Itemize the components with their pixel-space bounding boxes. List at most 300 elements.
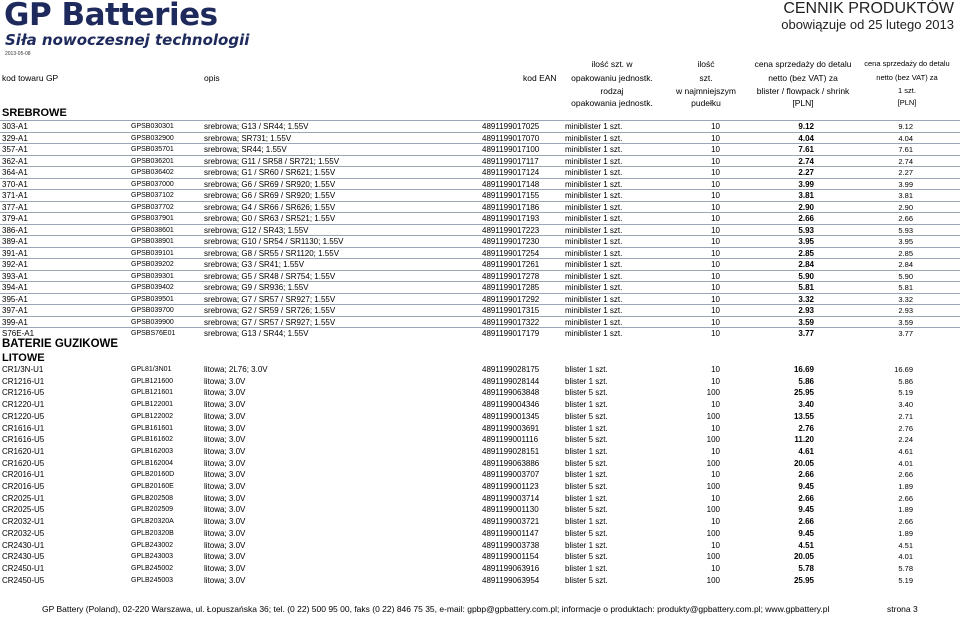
package-price: 2.84	[798, 260, 814, 269]
ean-code: 4891199003738	[482, 540, 540, 550]
package-price: 25.95	[793, 575, 814, 585]
table-row	[0, 458, 960, 469]
col-header-pack-1: ilość szt. w	[591, 59, 633, 69]
table-row	[0, 563, 960, 574]
product-code: CR1616-U1	[2, 423, 45, 433]
table-row	[0, 189, 960, 201]
box-quantity: 100	[706, 552, 720, 562]
package-type: blister 1 szt.	[565, 400, 608, 410]
box-quantity: 10	[711, 517, 720, 527]
gp-code: GPSB038601	[131, 226, 174, 234]
ean-code: 4891199028144	[482, 376, 540, 386]
gp-code: GPSB037901	[131, 215, 174, 222]
table-row	[0, 270, 960, 282]
product-code: CR1620-U1	[2, 446, 45, 456]
col-header-unit-price-1: cena sprzedaży do detalu	[864, 59, 950, 68]
unit-price: 4.01	[898, 458, 913, 468]
unit-price: 5.90	[898, 271, 913, 281]
package-type: blister 5 szt.	[565, 552, 608, 562]
print-date: 2013-05-08	[5, 51, 31, 57]
unit-price: 5.19	[898, 575, 913, 585]
gp-code: GPSB039700	[131, 307, 174, 314]
table-row	[0, 201, 960, 213]
table-row	[0, 423, 960, 434]
description: litowa; 3.0V	[204, 446, 246, 456]
gp-code: GPLB162004	[131, 459, 174, 467]
gp-code: GPLB243002	[131, 541, 174, 549]
table-row	[0, 258, 960, 270]
col-header-price-3: blister / flowpack / shrink	[756, 86, 850, 96]
table-row	[0, 247, 960, 259]
table-row	[0, 166, 960, 178]
gp-code: GPLB20160D	[131, 471, 175, 479]
description: srebrowa; G7 / SR57 / SR927; 1.55V	[204, 317, 336, 327]
package-price: 2.66	[798, 214, 814, 223]
ean-code: 4891199017223	[482, 225, 540, 235]
table-row	[0, 235, 960, 247]
product-code: CR2032-U5	[2, 528, 45, 538]
section-baterie-guzikowe: BATERIE GUZIKOWE	[2, 338, 119, 350]
unit-price: 2.66	[898, 517, 913, 527]
box-quantity: 10	[711, 237, 720, 246]
gp-code: GPLB20320B	[131, 529, 174, 537]
package-type: blister 1 szt.	[565, 365, 608, 374]
package-type: blister 5 szt.	[565, 528, 608, 538]
box-quantity: 10	[711, 400, 720, 410]
ean-code: 4891199017322	[482, 317, 540, 327]
ean-code: 4891199017124	[482, 168, 540, 177]
description: srebrowa; G1 / SR60 / SR621; 1.55V	[204, 168, 336, 177]
table-row	[0, 469, 960, 480]
description: srebrowa; G8 / SR55 / SR1120; 1.55V	[204, 248, 340, 258]
package-price: 5.93	[798, 225, 814, 235]
unit-price: 5.78	[898, 563, 913, 573]
product-code: CR2025-U1	[2, 493, 45, 503]
product-code: CR2450-U5	[2, 575, 45, 585]
product-code: CR2450-U1	[2, 563, 45, 573]
box-quantity: 100	[706, 482, 720, 491]
box-quantity: 100	[706, 435, 720, 445]
table-row	[0, 376, 960, 387]
gp-code: GPSB039301	[131, 272, 174, 280]
package-type: miniblister 1 szt.	[565, 271, 623, 281]
box-quantity: 10	[711, 376, 720, 386]
product-code: S76E-A1	[2, 329, 35, 338]
package-price: 13.55	[793, 411, 814, 421]
package-type: blister 1 szt.	[565, 563, 608, 573]
package-type: miniblister 1 szt.	[565, 202, 623, 212]
ean-code: 4891199017254	[482, 248, 540, 258]
ean-code: 4891199028175	[482, 365, 540, 374]
package-type: miniblister 1 szt.	[565, 248, 623, 258]
gp-code: GPL81/3N01	[131, 366, 172, 373]
description: litowa; 2L76; 3.0V	[204, 365, 268, 374]
gp-code: GPLB121600	[131, 377, 174, 385]
description: litowa; 3.0V	[204, 482, 246, 491]
gp-code: GPSB036402	[131, 169, 174, 176]
package-price: 4.51	[798, 540, 814, 550]
package-price: 2.93	[798, 306, 814, 315]
unit-price: 3.95	[898, 237, 913, 246]
gp-code: GPLB243003	[131, 553, 174, 561]
ean-code: 4891199017117	[482, 156, 539, 166]
gp-code: GPLB162003	[131, 447, 174, 455]
description: srebrowa; G7 / SR57 / SR927; 1.55V	[204, 294, 336, 304]
package-type: blister 5 szt.	[565, 505, 608, 515]
box-quantity: 100	[706, 505, 720, 515]
unit-price: 1.89	[898, 505, 913, 515]
unit-price: 2.74	[898, 156, 913, 166]
col-header-kod: kod towaru GP	[2, 73, 59, 83]
ean-code: 4891199063916	[482, 563, 540, 573]
gp-batteries-logo	[4, 0, 218, 31]
package-price: 5.81	[798, 283, 814, 292]
col-header-unit-price-3: 1 szt.	[898, 86, 916, 95]
product-code: CR2016-U5	[2, 482, 45, 491]
description: litowa; 3.0V	[204, 563, 246, 573]
product-code: 362-A1	[2, 156, 28, 166]
product-code: 303-A1	[2, 122, 28, 131]
ean-code: 4891199017278	[482, 271, 540, 281]
package-type: miniblister 1 szt.	[565, 133, 623, 143]
unit-price: 3.40	[898, 400, 913, 410]
gp-code: GPLB20320A	[131, 518, 174, 526]
product-code: 392-A1	[2, 260, 28, 269]
product-code: CR1/3N-U1	[2, 365, 44, 374]
package-type: blister 1 szt.	[565, 493, 608, 503]
ean-code: 4891199028151	[482, 446, 540, 456]
package-type: miniblister 1 szt.	[565, 168, 623, 177]
package-price: 5.90	[798, 271, 814, 281]
package-price: 7.61	[798, 145, 814, 154]
package-price: 2.27	[798, 168, 814, 177]
ean-code: 4891199001130	[482, 505, 539, 515]
unit-price: 2.66	[898, 214, 913, 223]
ean-code: 4891199017230	[482, 237, 540, 246]
table-row	[0, 399, 960, 410]
description: litowa; 3.0V	[204, 435, 246, 445]
document-title: CENNIK PRODUKTÓW	[783, 0, 954, 17]
col-header-price-1: cena sprzedaży do detalu	[754, 59, 852, 69]
unit-price: 2.66	[898, 493, 913, 503]
package-price: 9.45	[798, 528, 814, 538]
table-row	[0, 364, 960, 375]
section-srebrowe: SREBROWE	[2, 107, 67, 119]
table-row	[0, 446, 960, 457]
unit-price: 9.12	[898, 122, 913, 131]
table-row	[0, 155, 960, 167]
description: srebrowa; G5 / SR48 / SR754; 1.55V	[204, 271, 336, 281]
gp-code: GPSB039101	[131, 249, 174, 257]
table-row	[0, 327, 960, 339]
ean-code: 4891199001147	[482, 528, 539, 538]
unit-price: 4.01	[898, 552, 913, 562]
description: srebrowa; G4 / SR66 / SR626; 1.55V	[204, 202, 336, 212]
package-type: miniblister 1 szt.	[565, 237, 623, 246]
package-type: miniblister 1 szt.	[565, 214, 623, 223]
package-type: miniblister 1 szt.	[565, 283, 623, 292]
gp-code: GPSB032900	[131, 134, 174, 142]
product-code: 357-A1	[2, 145, 28, 154]
package-type: miniblister 1 szt.	[565, 294, 623, 304]
description: srebrowa; G12 / SR43; 1.55V	[204, 225, 309, 235]
gp-code: GPSB037702	[131, 203, 174, 211]
gp-code: GPLB245002	[131, 564, 174, 572]
box-quantity: 10	[711, 179, 720, 189]
gp-code: GPSBS76E01	[131, 330, 176, 337]
ean-code: 4891199017193	[482, 214, 540, 223]
ean-code: 4891199004346	[482, 400, 540, 410]
ean-code: 4891199063954	[482, 575, 540, 585]
product-code: CR1216-U5	[2, 388, 45, 398]
product-code: CR1220-U5	[2, 411, 45, 421]
description: litowa; 3.0V	[204, 540, 246, 550]
table-row	[0, 178, 960, 190]
ean-code: 4891199001154	[482, 552, 539, 562]
ean-code: 4891199017179	[482, 329, 540, 338]
col-header-pack-3: rodzaj	[600, 86, 624, 96]
unit-price: 1.89	[898, 528, 913, 538]
product-code: 386-A1	[2, 225, 28, 235]
box-quantity: 10	[711, 260, 720, 269]
col-header-unit-price-4: [PLN]	[897, 98, 917, 107]
package-price: 4.04	[798, 133, 814, 143]
product-code: 391-A1	[2, 248, 28, 258]
box-quantity: 10	[711, 446, 720, 456]
package-type: miniblister 1 szt.	[565, 329, 623, 338]
table-row	[0, 120, 960, 132]
package-price: 5.86	[798, 376, 814, 386]
unit-price: 3.32	[898, 294, 913, 304]
description: srebrowa; SR44; 1.55V	[204, 145, 287, 154]
box-quantity: 100	[706, 411, 720, 421]
description: srebrowa; G0 / SR63 / SR521; 1.55V	[204, 214, 336, 223]
table-row	[0, 212, 960, 224]
product-code: 397-A1	[2, 306, 28, 315]
col-header-price-2: netto (bez VAT) za	[768, 73, 838, 83]
package-type: miniblister 1 szt.	[565, 122, 623, 131]
package-type: blister 1 szt.	[565, 376, 608, 386]
box-quantity: 10	[711, 365, 720, 374]
box-quantity: 10	[711, 563, 720, 573]
table-row	[0, 540, 960, 551]
product-code: CR1220-U1	[2, 400, 45, 410]
unit-price: 2.66	[898, 470, 913, 480]
description: litowa; 3.0V	[204, 517, 246, 527]
box-quantity: 10	[711, 156, 720, 166]
table-row	[0, 575, 960, 586]
package-type: blister 5 szt.	[565, 575, 608, 585]
ean-code: 4891199017025	[482, 122, 540, 131]
package-price: 3.95	[798, 237, 814, 246]
product-code: 371-A1	[2, 191, 28, 200]
package-price: 3.32	[798, 294, 814, 304]
description: srebrowa; G9 / SR936; 1.55V	[204, 283, 309, 292]
gp-code: GPLB122002	[131, 412, 174, 420]
description: litowa; 3.0V	[204, 470, 246, 480]
package-price: 4.61	[798, 446, 814, 456]
gp-code: GPSB039202	[131, 261, 174, 268]
ean-code: 4891199063886	[482, 458, 540, 468]
product-code: 394-A1	[2, 283, 28, 292]
package-price: 25.95	[793, 388, 814, 398]
col-header-opis: opis	[204, 73, 220, 83]
package-type: blister 5 szt.	[565, 458, 608, 468]
box-quantity: 10	[711, 225, 720, 235]
ean-code: 4891199017186	[482, 202, 540, 212]
description: srebrowa; SR731; 1.55V	[204, 133, 292, 143]
unit-price: 7.61	[898, 145, 913, 154]
table-row	[0, 411, 960, 422]
description: srebrowa; G13 / SR44; 1.55V	[204, 329, 309, 338]
unit-price: 3.77	[898, 329, 913, 338]
ean-code: 4891199003714	[482, 493, 540, 503]
unit-price: 1.89	[898, 482, 913, 491]
unit-price: 2.76	[898, 423, 913, 433]
ean-code: 4891199017100	[482, 145, 540, 154]
footer-contact: GP Battery (Poland), 02-220 Warszawa, ul. Łopuszańska 36; tel. (0 22) 500 95 00, faks (0 22) 846 75 35, e-mail: gpbp@gpbattery.com.pl; informacje o produktach: produkty@gpbattery.com.pl; www.gpbattery.pl	[42, 604, 830, 614]
box-quantity: 10	[711, 493, 720, 503]
ean-code: 4891199017315	[482, 306, 540, 315]
unit-price: 3.81	[898, 191, 913, 200]
table-row	[0, 528, 960, 539]
package-price: 9.45	[798, 505, 814, 515]
logo-text: GP Batteries	[4, 0, 218, 33]
ean-code: 4891199001345	[482, 411, 540, 421]
unit-price: 4.61	[898, 446, 913, 456]
package-price: 3.77	[798, 329, 814, 338]
table-row	[0, 493, 960, 504]
section-litowe: LITOWE	[2, 352, 45, 364]
box-quantity: 10	[711, 168, 720, 177]
package-type: blister 1 szt.	[565, 540, 608, 550]
col-header-qty-4: pudełku	[691, 98, 721, 108]
unit-price: 2.71	[898, 411, 913, 421]
ean-code: 4891199063848	[482, 388, 540, 398]
col-header-pack-2: opakowaniu jednostk.	[571, 73, 653, 83]
product-code: 379-A1	[2, 214, 28, 223]
product-code: 389-A1	[2, 237, 28, 246]
unit-price: 2.85	[898, 248, 913, 258]
ean-code: 4891199003691	[482, 423, 540, 433]
table-row	[0, 143, 960, 155]
product-code: CR1216-U1	[2, 376, 45, 386]
page-number: strona 3	[887, 604, 918, 614]
product-code: 395-A1	[2, 294, 28, 304]
description: srebrowa; G10 / SR54 / SR1130; 1.55V	[204, 237, 344, 246]
col-header-price-4: [PLN]	[792, 98, 814, 108]
col-header-qty-1: ilość	[697, 59, 715, 69]
package-type: blister 1 szt.	[565, 470, 608, 480]
description: litowa; 3.0V	[204, 376, 246, 386]
product-code: CR1616-U5	[2, 435, 45, 445]
description: litowa; 3.0V	[204, 552, 246, 562]
box-quantity: 10	[711, 202, 720, 212]
gp-code: GPSB037102	[131, 192, 174, 199]
unit-price: 2.93	[898, 306, 913, 315]
unit-price: 5.86	[898, 376, 913, 386]
unit-price: 3.99	[898, 179, 913, 189]
description: litowa; 3.0V	[204, 423, 246, 433]
gp-code: GPSB039501	[131, 295, 174, 303]
description: litowa; 3.0V	[204, 458, 246, 468]
box-quantity: 10	[711, 248, 720, 258]
gp-code: GPSB030301	[131, 123, 174, 130]
unit-price: 5.81	[898, 283, 913, 292]
package-price: 2.85	[798, 248, 814, 258]
product-code: CR2430-U1	[2, 540, 45, 550]
description: litowa; 3.0V	[204, 505, 246, 515]
col-header-ean: kod EAN	[523, 73, 557, 83]
unit-price: 16.69	[894, 365, 913, 374]
product-code: CR2016-U1	[2, 470, 45, 480]
package-type: blister 5 szt.	[565, 388, 608, 398]
product-code: 364-A1	[2, 168, 28, 177]
package-price: 9.12	[798, 122, 814, 131]
product-code: 370-A1	[2, 179, 28, 189]
box-quantity: 100	[706, 528, 720, 538]
table-row	[0, 551, 960, 562]
valid-from: obowiązuje od 25 lutego 2013	[781, 17, 954, 32]
table-row	[0, 224, 960, 236]
description: srebrowa; G6 / SR69 / SR920; 1.55V	[204, 179, 336, 189]
package-price: 2.90	[798, 202, 814, 212]
gp-code: GPLB161602	[131, 436, 174, 444]
package-type: miniblister 1 szt.	[565, 156, 623, 166]
description: litowa; 3.0V	[204, 528, 246, 538]
ean-code: 4891199001116	[482, 435, 539, 445]
box-quantity: 10	[711, 317, 720, 327]
package-type: miniblister 1 szt.	[565, 225, 623, 235]
package-type: blister 1 szt.	[565, 517, 608, 527]
box-quantity: 100	[706, 458, 720, 468]
gp-code: GPLB202508	[131, 494, 174, 502]
package-price: 2.74	[798, 156, 814, 166]
package-type: blister 5 szt.	[565, 411, 608, 421]
unit-price: 2.27	[898, 168, 913, 177]
package-price: 3.99	[798, 179, 814, 189]
unit-price: 4.04	[898, 133, 913, 143]
gp-code: GPLB20160E	[131, 483, 174, 490]
table-row	[0, 504, 960, 515]
package-type: miniblister 1 szt.	[565, 145, 623, 154]
gp-code: GPLB121601	[131, 389, 174, 397]
box-quantity: 10	[711, 271, 720, 281]
table-row	[0, 516, 960, 527]
package-price: 9.45	[798, 482, 814, 491]
gp-code: GPLB202509	[131, 506, 174, 514]
package-type: miniblister 1 szt.	[565, 306, 623, 315]
box-quantity: 100	[706, 575, 720, 585]
ean-code: 4891199017148	[482, 179, 540, 189]
gp-code: GPSB037000	[131, 180, 174, 188]
package-type: miniblister 1 szt.	[565, 260, 623, 269]
description: litowa; 3.0V	[204, 400, 246, 410]
package-type: miniblister 1 szt.	[565, 317, 623, 327]
ean-code: 4891199017285	[482, 283, 540, 292]
ean-code: 4891199003721	[482, 517, 540, 527]
package-price: 16.69	[793, 365, 814, 374]
slogan: Siła nowoczesnej technologii	[5, 31, 250, 49]
product-code: CR1620-U5	[2, 458, 45, 468]
gp-code: GPLB122001	[131, 401, 174, 409]
box-quantity: 100	[706, 388, 720, 398]
unit-price: 2.24	[898, 435, 913, 445]
table-row	[0, 281, 960, 293]
table-row	[0, 434, 960, 445]
package-price: 2.76	[798, 423, 814, 433]
description: litowa; 3.0V	[204, 493, 246, 503]
